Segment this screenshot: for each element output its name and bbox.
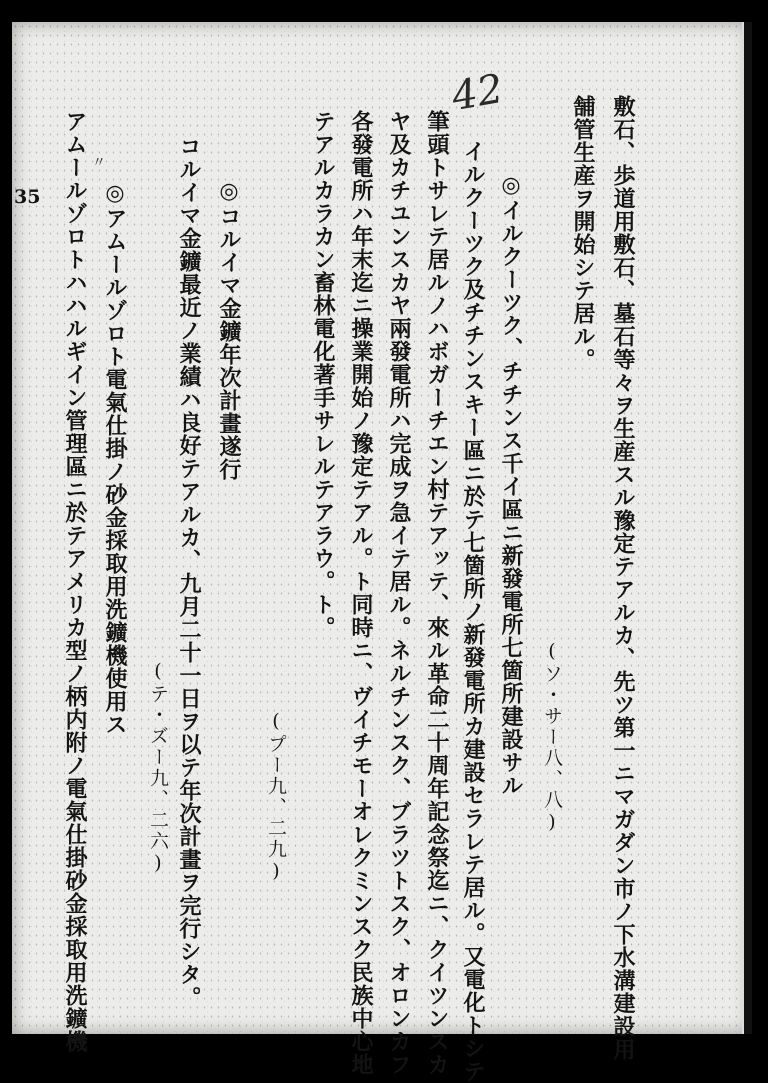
text-column: 敷石、歩道用敷石、墓石等々ヲ生産スル豫定テアルカ、先ツ第一ニマガダン市ノ下水溝建設用	[610, 95, 636, 1061]
source-citation: (テ・ズー九、二六)	[147, 660, 169, 876]
section-heading: ◎アムールゾロト電氣仕掛ノ砂金採取用洗鑛機使用ス	[102, 180, 128, 736]
text-column: 筆頭トサレテ居ルノハボガーチエン村テアッテ、來ル革命二十周年記念祭迄ニ、クイツンスカ	[424, 110, 450, 1076]
source-citation: (プー九、二九)	[265, 710, 287, 884]
page-number: 35	[14, 186, 41, 208]
section-heading: ◎コルイマ金鑛年次計畫遂行	[216, 178, 242, 481]
text-column: アムールゾロトハハルギイン管理區ニ於テアメリカ型ノ柄内附ノ電氣仕掛砂金採取用洗鑛機	[62, 110, 88, 1053]
handwritten-mark: 〃	[92, 155, 106, 171]
page-edge	[742, 22, 752, 1034]
source-citation: (ソ・サー八、八)	[541, 640, 563, 835]
handwritten-page-number: 42	[448, 65, 507, 121]
text-column: 舗管生産ヲ開始シテ居ル。	[570, 95, 596, 371]
text-column: イルクーツク及チチンスキー區ニ於テ七箇所ノ新發電所カ建設セラレテ居ル。又電化トシテ	[460, 140, 486, 1083]
section-heading: ◎イルクーツク、チチンス千イ區ニ新發電所七箇所建設サル	[498, 172, 524, 797]
text-column: テアルカラカン畜林電化著手サレルテアラウ。ト。	[310, 110, 336, 639]
text-column: コルイマ金鑛最近ノ業績ハ良好テアルカ、九月二十一日ヲ以テ年次計畫ヲ完行シタ。	[176, 135, 202, 1009]
text-column: ヤ及カチユンスカヤ兩發電所ハ完成ヲ急イテ居ル。ネルチンスク、ブラツトスク、オロンカフ	[386, 110, 412, 1076]
text-column: 各發電所ハ年末迄ニ操業開始ノ豫定テアル。ト同時ニ、ヴイチモーオレクミンスク民族中心地	[348, 110, 374, 1076]
